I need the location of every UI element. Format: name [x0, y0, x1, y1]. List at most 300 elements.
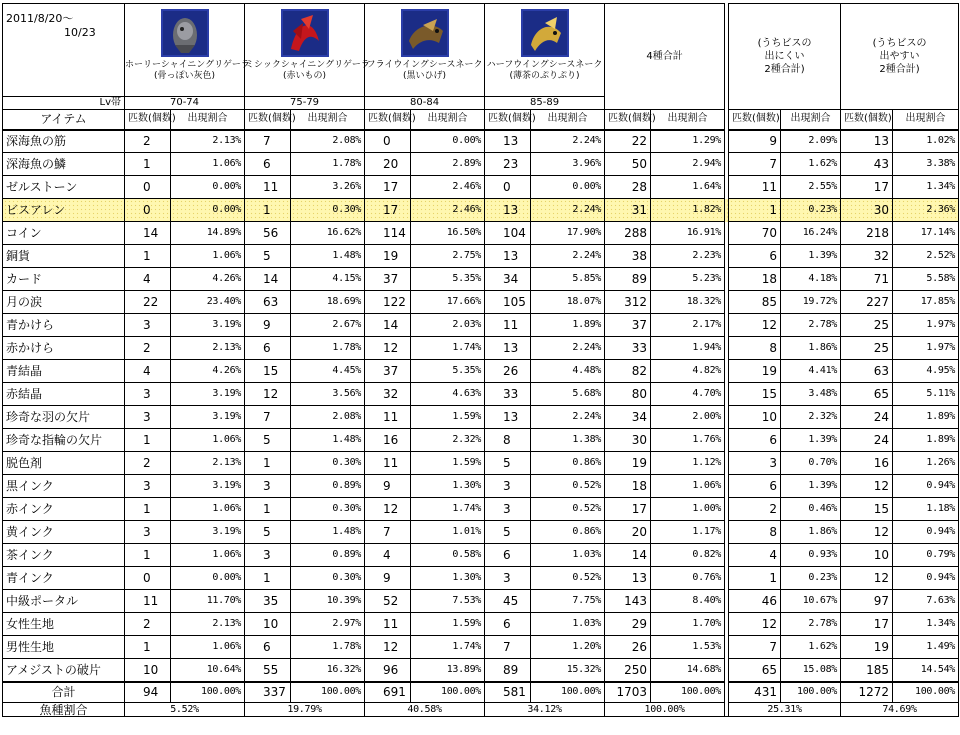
- rate-column-header: 出現割合: [651, 110, 725, 130]
- count-cell: 114: [365, 222, 411, 245]
- item-name: 男性生地: [3, 636, 125, 659]
- rate-cell: 0.00%: [171, 199, 245, 222]
- rate-cell: 1.89%: [893, 406, 959, 429]
- rate-cell: 1.06%: [171, 153, 245, 176]
- count-cell: 13: [841, 130, 893, 153]
- rate-cell: 1.34%: [893, 176, 959, 199]
- rate-cell: 2.13%: [171, 130, 245, 153]
- count-cell: 12: [365, 636, 411, 659]
- count-cell: 18: [605, 475, 651, 498]
- count-cell: 1: [125, 498, 171, 521]
- rate-cell: 1.01%: [411, 521, 485, 544]
- count-cell: 19: [841, 636, 893, 659]
- rate-cell: 100.00%: [531, 682, 605, 703]
- rate-cell: 16.24%: [781, 222, 841, 245]
- rate-cell: 1.59%: [411, 613, 485, 636]
- rate-cell: 13.89%: [411, 659, 485, 682]
- count-cell: 2: [729, 498, 781, 521]
- count-column-header: 匹数(個数): [365, 110, 411, 130]
- rate-cell: 2.08%: [291, 130, 365, 153]
- rate-cell: 4.95%: [893, 360, 959, 383]
- rate-cell: 7.75%: [531, 590, 605, 613]
- count-cell: 63: [841, 360, 893, 383]
- rate-cell: 1.02%: [893, 130, 959, 153]
- lv-label: Lv帯: [3, 97, 125, 110]
- group-header-easy: [841, 4, 959, 110]
- count-cell: 19: [365, 245, 411, 268]
- rate-cell: 2.52%: [893, 245, 959, 268]
- count-cell: 3: [125, 383, 171, 406]
- table-row: [3, 498, 959, 521]
- rate-cell: 1.97%: [893, 337, 959, 360]
- rate-cell: 2.75%: [411, 245, 485, 268]
- rate-cell: 11.70%: [171, 590, 245, 613]
- count-cell: 13: [485, 130, 531, 153]
- count-cell: 89: [485, 659, 531, 682]
- count-cell: 10: [125, 659, 171, 682]
- count-cell: 12: [729, 314, 781, 337]
- count-cell: 14: [605, 544, 651, 567]
- item-name: 赤結晶: [3, 383, 125, 406]
- count-cell: 691: [365, 682, 411, 703]
- group-4-name: ハーフウイングシースネーク: [486, 60, 603, 70]
- rate-cell: 2.17%: [651, 314, 725, 337]
- count-cell: 13: [485, 199, 531, 222]
- rate-cell: 2.89%: [411, 153, 485, 176]
- count-cell: 19: [729, 360, 781, 383]
- rate-cell: 1.26%: [893, 452, 959, 475]
- rate-cell: 16.32%: [291, 659, 365, 682]
- count-column-header: 匹数(個数): [485, 110, 531, 130]
- count-cell: 45: [485, 590, 531, 613]
- rate-cell: 3.19%: [171, 406, 245, 429]
- count-cell: 32: [841, 245, 893, 268]
- rate-cell: 18.07%: [531, 291, 605, 314]
- group-hard-line3: 2種合計): [764, 64, 805, 75]
- group-hard-line2: 出にくい: [764, 51, 805, 62]
- table-row: [3, 268, 959, 291]
- count-cell: 96: [365, 659, 411, 682]
- rate-cell: 100.00%: [651, 682, 725, 703]
- item-name: アメジストの破片: [3, 659, 125, 682]
- count-cell: 11: [365, 613, 411, 636]
- count-cell: 2: [125, 337, 171, 360]
- item-name: 中級ポータル: [3, 590, 125, 613]
- count-cell: 12: [365, 337, 411, 360]
- count-cell: 35: [245, 590, 291, 613]
- count-cell: 80: [605, 383, 651, 406]
- rate-cell: 1.48%: [291, 521, 365, 544]
- table-row: [3, 521, 959, 544]
- rate-cell: 1.76%: [651, 429, 725, 452]
- item-name: 黒インク: [3, 475, 125, 498]
- rate-cell: 18.32%: [651, 291, 725, 314]
- count-cell: 3: [125, 475, 171, 498]
- rate-cell: 1.86%: [781, 521, 841, 544]
- item-name: 深海魚の筋: [3, 130, 125, 153]
- count-cell: 185: [841, 659, 893, 682]
- group-header-hard: [729, 4, 841, 110]
- rate-cell: 0.30%: [291, 199, 365, 222]
- count-cell: 10: [729, 406, 781, 429]
- count-cell: 8: [729, 337, 781, 360]
- rate-cell: 1.97%: [893, 314, 959, 337]
- count-column-header: 匹数(個数): [605, 110, 651, 130]
- rate-cell: 3.48%: [781, 383, 841, 406]
- count-cell: 1: [125, 153, 171, 176]
- count-cell: 25: [841, 337, 893, 360]
- species-ratio-cell: 74.69%: [841, 703, 959, 717]
- rate-cell: 0.94%: [893, 521, 959, 544]
- rate-cell: 1.89%: [531, 314, 605, 337]
- rate-column-header: 出現割合: [781, 110, 841, 130]
- count-cell: 0: [365, 130, 411, 153]
- count-cell: 1: [125, 245, 171, 268]
- rate-cell: 1.74%: [411, 337, 485, 360]
- rate-cell: 100.00%: [411, 682, 485, 703]
- rate-cell: 100.00%: [781, 682, 841, 703]
- count-cell: 2: [125, 452, 171, 475]
- rate-cell: 0.76%: [651, 567, 725, 590]
- count-cell: 15: [729, 383, 781, 406]
- rate-cell: 3.26%: [291, 176, 365, 199]
- rate-cell: 0.52%: [531, 498, 605, 521]
- rate-cell: 23.40%: [171, 291, 245, 314]
- rate-cell: 4.26%: [171, 268, 245, 291]
- count-column-header: 匹数(個数): [841, 110, 893, 130]
- count-cell: 38: [605, 245, 651, 268]
- count-cell: 9: [729, 130, 781, 153]
- rate-cell: 1.48%: [291, 245, 365, 268]
- group-easy-line3: 2種合計): [879, 64, 920, 75]
- count-cell: 33: [485, 383, 531, 406]
- group-header-total: [605, 4, 725, 110]
- rate-column-header: 出現割合: [291, 110, 365, 130]
- count-cell: 6: [729, 429, 781, 452]
- count-cell: 6: [245, 337, 291, 360]
- period-line2: 10/23: [64, 26, 96, 39]
- rate-cell: 2.24%: [531, 199, 605, 222]
- rate-cell: 2.13%: [171, 452, 245, 475]
- table-row: [3, 659, 959, 682]
- group-4-color: (薄茶のぷりぷり): [509, 71, 580, 81]
- count-cell: 227: [841, 291, 893, 314]
- count-cell: 1: [729, 199, 781, 222]
- table-row: [3, 544, 959, 567]
- rate-cell: 5.68%: [531, 383, 605, 406]
- lv-range-2: 75-79: [245, 97, 365, 110]
- rate-column-header: 出現割合: [171, 110, 245, 130]
- rate-cell: 3.56%: [291, 383, 365, 406]
- count-cell: 30: [841, 199, 893, 222]
- rate-cell: 0.00%: [411, 130, 485, 153]
- rate-cell: 5.35%: [411, 268, 485, 291]
- rate-cell: 0.00%: [171, 567, 245, 590]
- item-name: 女性生地: [3, 613, 125, 636]
- count-cell: 4: [729, 544, 781, 567]
- count-cell: 55: [245, 659, 291, 682]
- count-cell: 7: [485, 636, 531, 659]
- item-name: 脱色剤: [3, 452, 125, 475]
- count-cell: 97: [841, 590, 893, 613]
- table-row: [3, 245, 959, 268]
- group-total-name: 4種合計: [646, 50, 683, 62]
- rate-cell: 1.70%: [651, 613, 725, 636]
- species-ratio-cell: 19.79%: [245, 703, 365, 717]
- total-row: [3, 682, 959, 703]
- count-cell: 1: [245, 498, 291, 521]
- group-1-name: ホーリーシャイニングリゲーラ: [125, 60, 250, 70]
- count-cell: 11: [245, 176, 291, 199]
- rate-cell: 1.39%: [781, 429, 841, 452]
- group-hard-line1: (うちビスの: [757, 38, 812, 49]
- rate-cell: 1.62%: [781, 153, 841, 176]
- rate-cell: 0.00%: [531, 176, 605, 199]
- count-cell: 6: [729, 245, 781, 268]
- red-fish-icon: [281, 9, 329, 57]
- rate-cell: 1.39%: [781, 245, 841, 268]
- rate-cell: 2.09%: [781, 130, 841, 153]
- count-cell: 12: [245, 383, 291, 406]
- count-cell: 9: [365, 475, 411, 498]
- rate-cell: 1.64%: [651, 176, 725, 199]
- count-cell: 52: [365, 590, 411, 613]
- rate-cell: 1.49%: [893, 636, 959, 659]
- count-cell: 89: [605, 268, 651, 291]
- count-cell: 8: [485, 429, 531, 452]
- count-cell: 143: [605, 590, 651, 613]
- count-cell: 7: [245, 130, 291, 153]
- count-cell: 13: [485, 245, 531, 268]
- item-name: ビスアレン: [3, 199, 125, 222]
- count-column-header: 匹数(個数): [245, 110, 291, 130]
- count-cell: 15: [245, 360, 291, 383]
- rate-cell: 10.64%: [171, 659, 245, 682]
- rate-cell: 2.97%: [291, 613, 365, 636]
- count-cell: 7: [245, 406, 291, 429]
- group-2-name: ミシックシャイニングリゲーラ: [245, 60, 370, 70]
- item-name: 赤インク: [3, 498, 125, 521]
- rate-cell: 1.78%: [291, 153, 365, 176]
- table-row: [3, 429, 959, 452]
- rate-cell: 1.30%: [411, 475, 485, 498]
- rate-cell: 1.30%: [411, 567, 485, 590]
- count-cell: 8: [729, 521, 781, 544]
- rate-cell: 7.63%: [893, 590, 959, 613]
- species-ratio-cell: 34.12%: [485, 703, 605, 717]
- rate-cell: 2.24%: [531, 130, 605, 153]
- rate-column-header: 出現割合: [531, 110, 605, 130]
- count-cell: 23: [485, 153, 531, 176]
- rate-cell: 14.89%: [171, 222, 245, 245]
- gold-seasnake-icon: [521, 9, 569, 57]
- table-row: [3, 567, 959, 590]
- count-cell: 14: [245, 268, 291, 291]
- rate-cell: 0.46%: [781, 498, 841, 521]
- count-cell: 20: [365, 153, 411, 176]
- count-cell: 5: [245, 245, 291, 268]
- rate-cell: 17.14%: [893, 222, 959, 245]
- count-cell: 31: [605, 199, 651, 222]
- count-cell: 11: [729, 176, 781, 199]
- count-cell: 11: [125, 590, 171, 613]
- rate-cell: 17.66%: [411, 291, 485, 314]
- count-cell: 28: [605, 176, 651, 199]
- item-name: コイン: [3, 222, 125, 245]
- rate-cell: 5.11%: [893, 383, 959, 406]
- item-name: 珍奇な指輪の欠片: [3, 429, 125, 452]
- rate-cell: 0.94%: [893, 475, 959, 498]
- count-cell: 30: [605, 429, 651, 452]
- count-cell: 34: [605, 406, 651, 429]
- rate-cell: 14.54%: [893, 659, 959, 682]
- rate-cell: 4.41%: [781, 360, 841, 383]
- count-cell: 15: [841, 498, 893, 521]
- rate-cell: 2.24%: [531, 406, 605, 429]
- count-cell: 1: [245, 452, 291, 475]
- count-cell: 56: [245, 222, 291, 245]
- count-cell: 46: [729, 590, 781, 613]
- count-cell: 82: [605, 360, 651, 383]
- group-2-color: (赤いもの): [283, 71, 327, 81]
- rate-cell: 2.32%: [411, 429, 485, 452]
- rate-cell: 1.06%: [171, 245, 245, 268]
- item-name: 青結晶: [3, 360, 125, 383]
- count-cell: 16: [841, 452, 893, 475]
- count-cell: 22: [605, 130, 651, 153]
- rate-cell: 2.24%: [531, 245, 605, 268]
- rate-cell: 10.39%: [291, 590, 365, 613]
- group-1-color: (骨っぽい灰色): [153, 71, 216, 81]
- item-name: カード: [3, 268, 125, 291]
- count-cell: 85: [729, 291, 781, 314]
- rate-cell: 1.38%: [531, 429, 605, 452]
- rate-cell: 0.86%: [531, 452, 605, 475]
- rate-cell: 0.52%: [531, 475, 605, 498]
- item-name: 珍奇な羽の欠片: [3, 406, 125, 429]
- count-cell: 17: [365, 176, 411, 199]
- count-cell: 25: [841, 314, 893, 337]
- rate-cell: 1.03%: [531, 613, 605, 636]
- count-cell: 70: [729, 222, 781, 245]
- count-cell: 20: [605, 521, 651, 544]
- rate-cell: 15.08%: [781, 659, 841, 682]
- count-cell: 11: [485, 314, 531, 337]
- group-easy-line2: 出やすい: [879, 51, 920, 62]
- rate-cell: 1.39%: [781, 475, 841, 498]
- count-cell: 6: [245, 153, 291, 176]
- rate-cell: 100.00%: [291, 682, 365, 703]
- count-cell: 17: [841, 613, 893, 636]
- count-cell: 1: [245, 199, 291, 222]
- group-header-3: [365, 4, 485, 97]
- count-cell: 11: [365, 406, 411, 429]
- item-name: 青かけら: [3, 314, 125, 337]
- count-cell: 1703: [605, 682, 651, 703]
- lv-range-4: 85-89: [485, 97, 605, 110]
- count-cell: 10: [841, 544, 893, 567]
- count-cell: 13: [485, 337, 531, 360]
- item-name: 月の涙: [3, 291, 125, 314]
- count-cell: 65: [729, 659, 781, 682]
- count-cell: 1: [125, 636, 171, 659]
- table-row: [3, 452, 959, 475]
- group-header-1: [125, 4, 250, 97]
- count-cell: 3: [245, 544, 291, 567]
- rate-cell: 2.13%: [171, 613, 245, 636]
- item-name: 合計: [3, 682, 125, 703]
- rate-cell: 2.55%: [781, 176, 841, 199]
- count-cell: 12: [365, 498, 411, 521]
- count-cell: 0: [125, 199, 171, 222]
- count-cell: 1: [245, 567, 291, 590]
- rate-cell: 0.52%: [531, 567, 605, 590]
- count-cell: 7: [729, 636, 781, 659]
- drop-rate-table: [2, 3, 959, 717]
- count-cell: 105: [485, 291, 531, 314]
- rate-cell: 4.15%: [291, 268, 365, 291]
- count-cell: 5: [485, 521, 531, 544]
- count-cell: 1272: [841, 682, 893, 703]
- item-name: 茶インク: [3, 544, 125, 567]
- rate-cell: 8.40%: [651, 590, 725, 613]
- count-cell: 2: [125, 613, 171, 636]
- species-ratio-cell: 25.31%: [729, 703, 841, 717]
- count-cell: 14: [365, 314, 411, 337]
- rate-cell: 1.17%: [651, 521, 725, 544]
- count-cell: 17: [841, 176, 893, 199]
- group-header-4: [485, 4, 605, 97]
- rate-cell: 3.96%: [531, 153, 605, 176]
- species-ratio-label: 魚種割合: [3, 703, 125, 717]
- species-ratio-cell: 5.52%: [125, 703, 245, 717]
- count-cell: 3: [245, 475, 291, 498]
- count-cell: 94: [125, 682, 171, 703]
- rate-column-header: 出現割合: [411, 110, 485, 130]
- rate-cell: 1.89%: [893, 429, 959, 452]
- rate-cell: 0.89%: [291, 544, 365, 567]
- rate-cell: 0.86%: [531, 521, 605, 544]
- item-name: 赤かけら: [3, 337, 125, 360]
- group-header-2: [245, 4, 370, 97]
- rate-cell: 5.85%: [531, 268, 605, 291]
- rate-cell: 3.19%: [171, 521, 245, 544]
- count-cell: 7: [365, 521, 411, 544]
- rate-cell: 1.29%: [651, 130, 725, 153]
- rate-cell: 1.06%: [171, 498, 245, 521]
- rate-cell: 19.72%: [781, 291, 841, 314]
- count-cell: 3: [485, 498, 531, 521]
- count-cell: 5: [245, 521, 291, 544]
- rate-cell: 2.94%: [651, 153, 725, 176]
- rate-cell: 1.06%: [171, 429, 245, 452]
- count-cell: 13: [605, 567, 651, 590]
- count-cell: 1: [729, 567, 781, 590]
- count-cell: 22: [125, 291, 171, 314]
- rate-cell: 1.06%: [171, 544, 245, 567]
- rate-cell: 1.20%: [531, 636, 605, 659]
- rate-cell: 2.36%: [893, 199, 959, 222]
- count-cell: 65: [841, 383, 893, 406]
- count-cell: 3: [125, 406, 171, 429]
- rate-cell: 0.30%: [291, 452, 365, 475]
- rate-cell: 100.00%: [893, 682, 959, 703]
- rate-cell: 1.78%: [291, 337, 365, 360]
- group-easy-line1: (うちビスの: [872, 38, 927, 49]
- black-seasnake-icon: [401, 9, 449, 57]
- count-cell: 3: [485, 475, 531, 498]
- rate-cell: 1.74%: [411, 636, 485, 659]
